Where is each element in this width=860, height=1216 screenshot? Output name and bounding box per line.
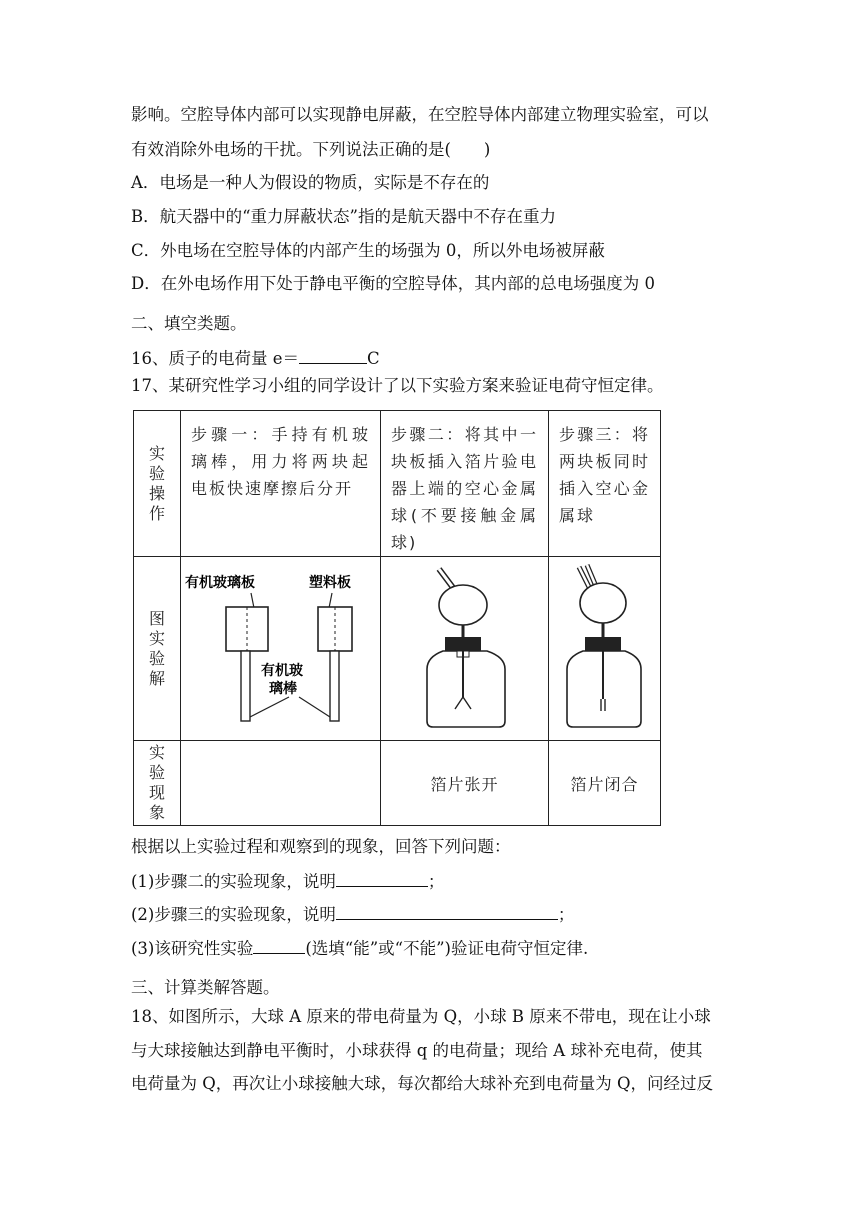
glass-rod-right: [330, 651, 339, 721]
electroscope-closed-diagram: [549, 557, 659, 739]
section-2-title: 二、填空类题。: [131, 314, 247, 333]
glass-rod-left: [241, 651, 250, 721]
q17-sub-1-prefix: (1)步骤二的实验现象，说明: [131, 872, 336, 891]
phenomenon-step-3: 箔片闭合: [549, 741, 661, 826]
q17-sub-3-prefix: (3)该研究性实验: [131, 939, 254, 958]
intro-line-2: 有效消除外电场的干扰。下列说法正确的是( ): [131, 140, 491, 159]
row-head-figure: 图实验解: [134, 557, 181, 741]
label-glass-plate: 有机玻璃板: [185, 575, 255, 591]
q17-sub-3: [131, 937, 588, 960]
q18-line-2: 与大球接触达到静电平衡时，小球获得 q 的电荷量；现给 A 球补充电荷，使其: [131, 1041, 703, 1060]
row-head-phenomenon: 实验现象: [134, 741, 181, 826]
q17-sub-2: [131, 903, 574, 926]
q17-sub-1-suffix: ；: [427, 872, 445, 891]
q17-sub-lead: 根据以上实验过程和观察到的现象，回答下列问题：: [131, 837, 511, 856]
phenomenon-step-2: 箔片张开: [381, 741, 549, 826]
q16-prefix: 16、质子的电荷量 e＝: [131, 349, 300, 368]
figure-electroscope-open-cell: [381, 557, 549, 741]
option-b: B．航天器中的“重力屏蔽状态”指的是航天器中不存在重力: [131, 207, 556, 226]
phenomenon-step-1: [181, 741, 381, 826]
option-a: A．电场是一种人为假设的物质，实际是不存在的: [131, 173, 490, 192]
q17-sub-1-blank[interactable]: [336, 870, 428, 887]
q17-sub-2-blank[interactable]: [336, 903, 558, 920]
step-1-cell: 步骤一：手持有机玻璃棒，用力将两块起电板快速摩擦后分开: [181, 411, 381, 557]
option-d: D．在外电场作用下处于静电平衡的空腔导体，其内部的总电场强度为 0: [131, 274, 655, 293]
figure-plates-cell: [181, 557, 381, 741]
plates-diagram: [181, 557, 379, 739]
step-3-cell: 步骤三：将两块板同时插入空心金属球: [549, 411, 661, 557]
q16-answer-blank[interactable]: [299, 347, 367, 364]
q17-sub-1: [131, 870, 444, 893]
label-plastic-plate: 塑料板: [309, 575, 351, 591]
question-17-stem: 17、某研究性学习小组的同学设计了以下实验方案来验证电荷守恒定律。: [131, 376, 664, 395]
q16-suffix: C: [367, 349, 380, 368]
option-c: C．外电场在空腔导体的内部产生的场强为 0，所以外电场被屏蔽: [131, 241, 605, 260]
question-16: [131, 347, 380, 370]
label-glass-rod-1: 有机玻: [261, 663, 303, 679]
q17-sub-2-prefix: (2)步骤三的实验现象，说明: [131, 905, 336, 924]
step-2-cell: 步骤二：将其中一块板插入箔片验电器上端的空心金属球(不要接触金属球): [381, 411, 549, 557]
intro-line-1: 影响。空腔导体内部可以实现静电屏蔽，在空腔导体内部建立物理实验室，可以: [131, 105, 709, 124]
electroscope-open-diagram: [381, 557, 547, 739]
label-glass-rod-2: 璃棒: [269, 681, 297, 697]
q17-sub-3-suffix: (选填“能”或“不能”)验证电荷守恒定律.: [305, 939, 589, 958]
section-3-title: 三、计算类解答题。: [131, 978, 280, 997]
q17-sub-3-blank[interactable]: [253, 937, 305, 954]
experiment-table: [133, 410, 661, 826]
q18-line-1: 18、如图所示，大球 A 原来的带电荷量为 Q，小球 B 原来不带电，现在让小球: [131, 1007, 711, 1026]
figure-electroscope-closed-cell: [549, 557, 661, 741]
q18-line-3: 电荷量为 Q，再次让小球接触大球，每次都给大球补充到电荷量为 Q，问经过反: [131, 1074, 714, 1093]
q17-sub-2-suffix: ；: [557, 905, 575, 924]
row-head-operation: 实验操作: [134, 411, 181, 557]
